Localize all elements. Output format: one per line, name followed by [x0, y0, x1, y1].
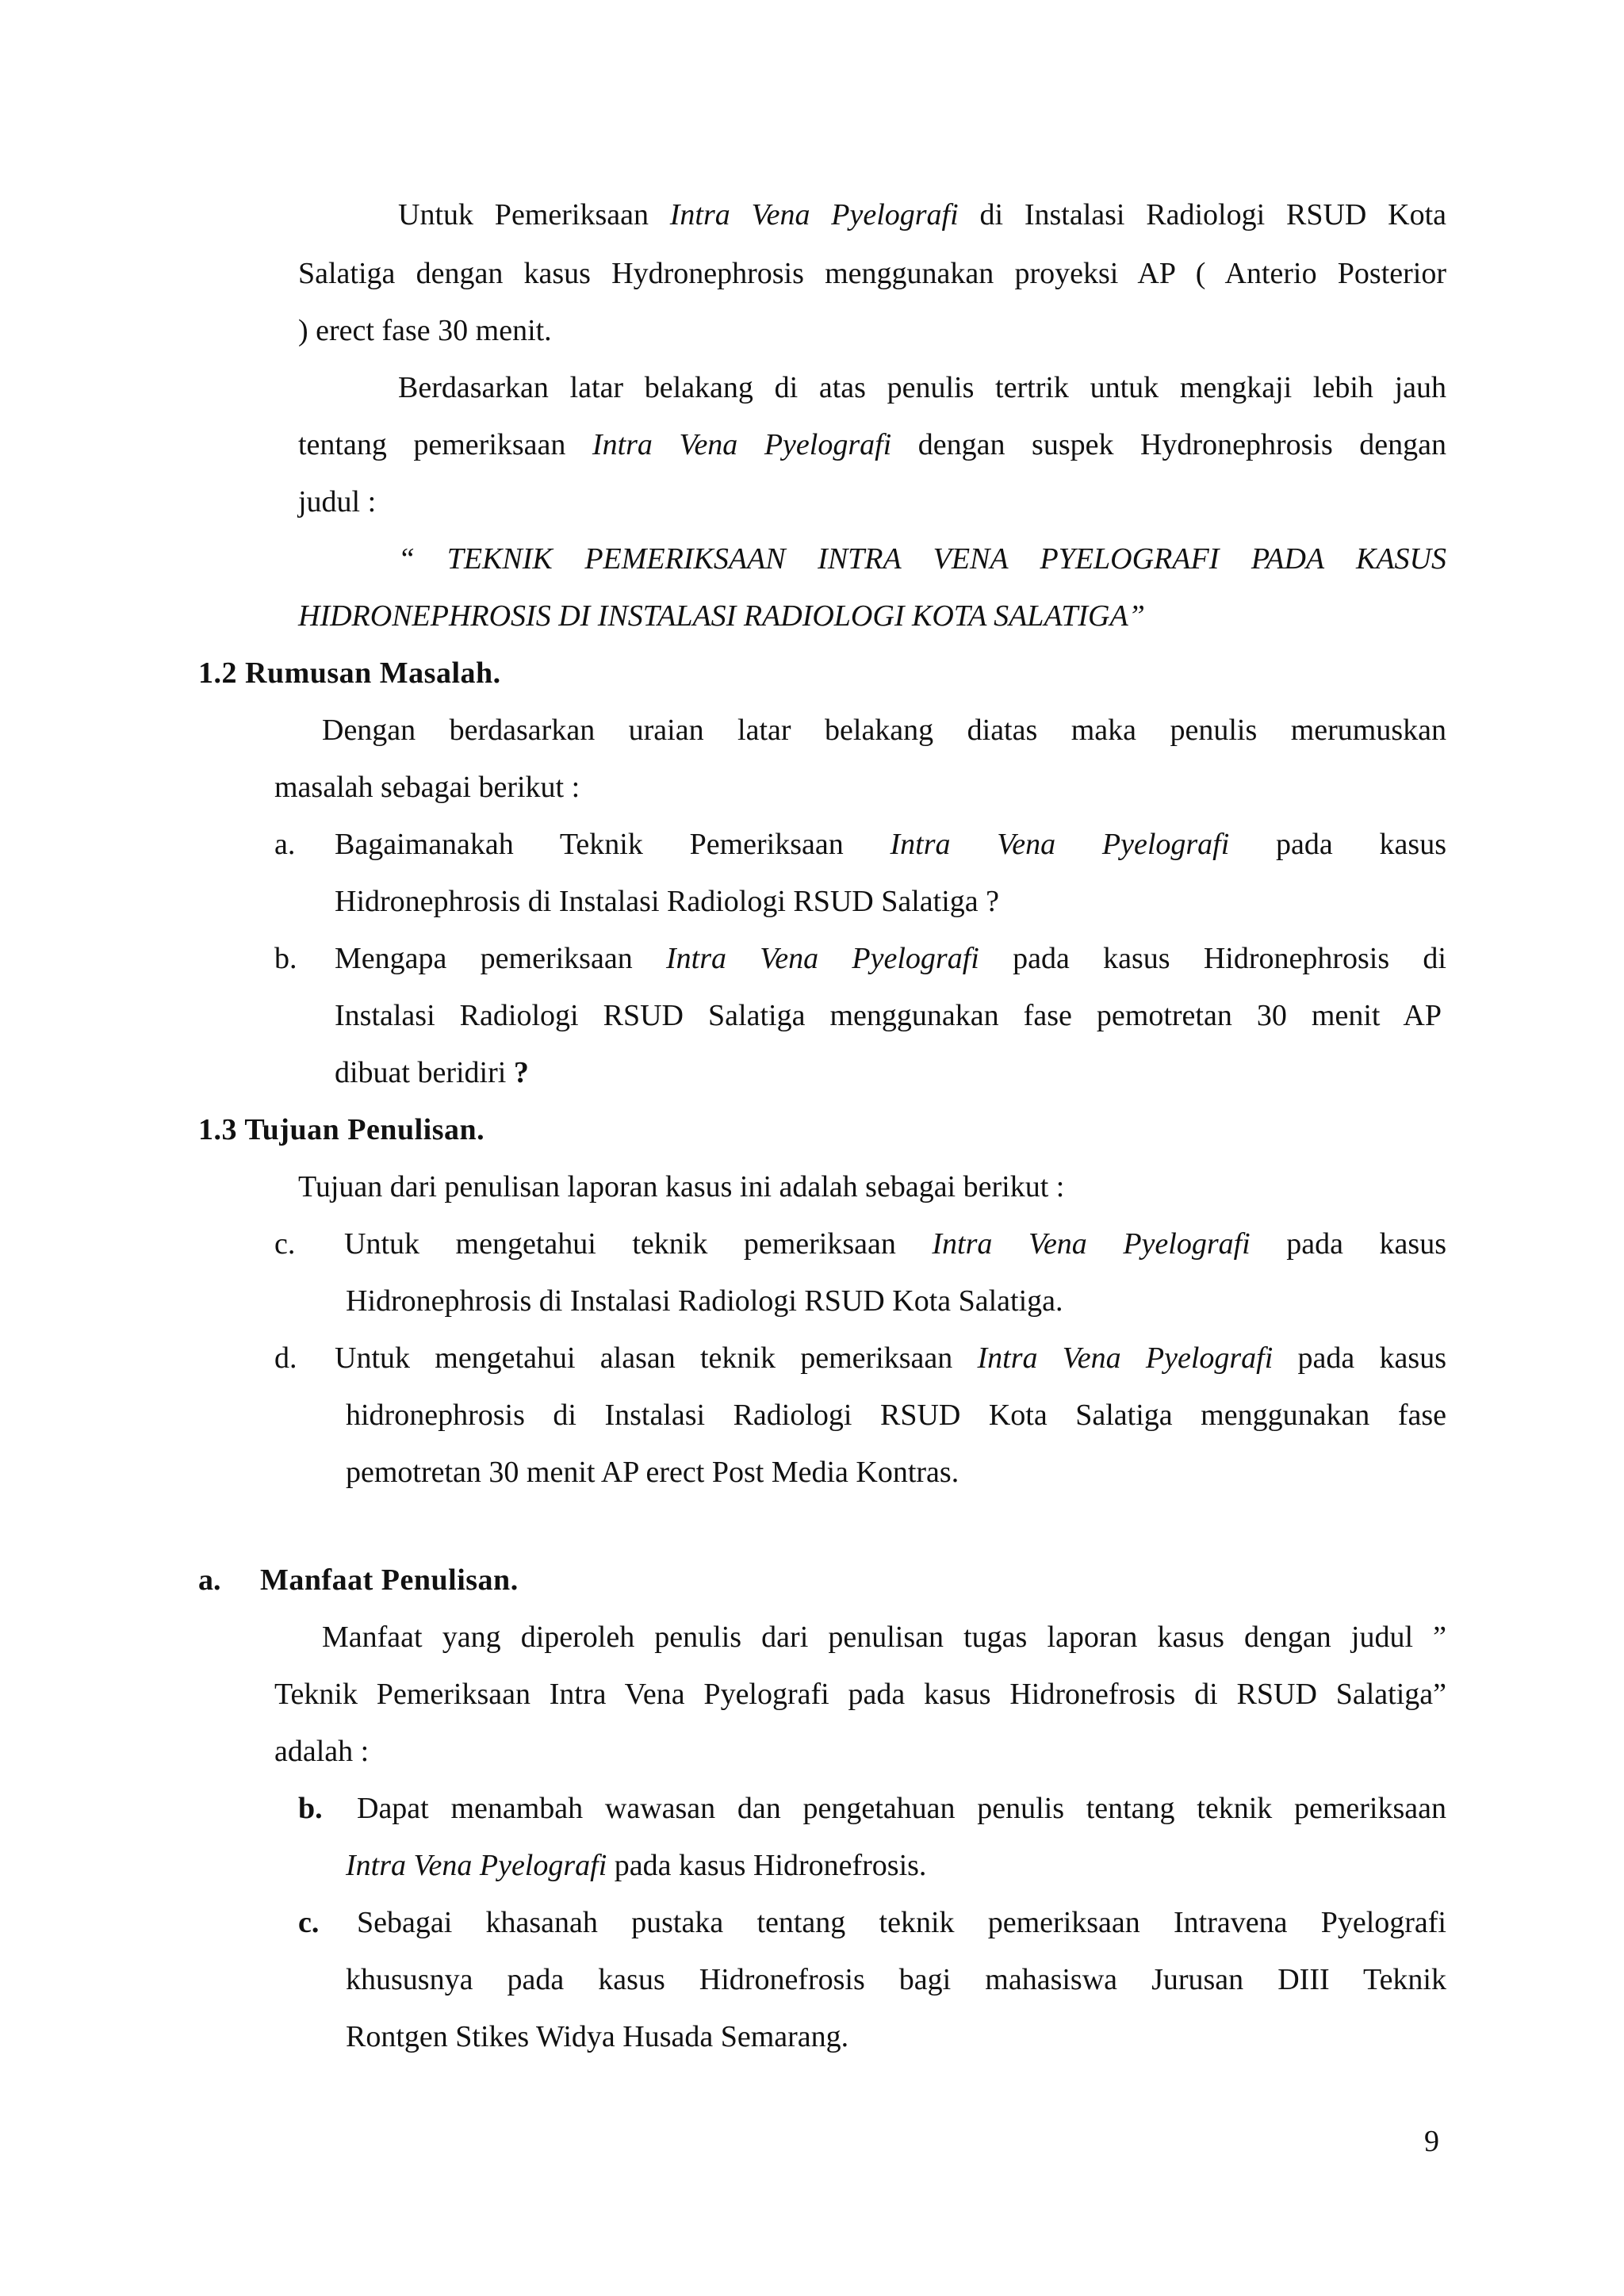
- italic-term: Intra Vena Pyelografi: [665, 942, 979, 975]
- list-marker: c.: [274, 1227, 296, 1261]
- list-marker: b.: [298, 1792, 323, 1825]
- section-heading-rumusan-masalah: 1.2 Rumusan Masalah.: [198, 656, 501, 690]
- manfaat-item-c-line3: Rontgen Stikes Widya Husada Semarang.: [346, 2020, 849, 2053]
- list-marker: b.: [274, 942, 297, 975]
- section-heading-manfaat-penulisan: Manfaat Penulisan.: [260, 1563, 519, 1597]
- manfaat-intro-line3: adalah :: [274, 1735, 370, 1768]
- list-marker: a.: [274, 828, 296, 861]
- page-number: 9: [1424, 2125, 1439, 2158]
- rumusan-item-a-line2: Hidronephrosis di Instalasi Radiologi RSUD Salatiga ?: [335, 885, 1000, 918]
- rumusan-intro-line2: masalah sebagai berikut :: [274, 771, 580, 804]
- manfaat-item-c-line1: Sebagai khasanah pustaka tentang teknik pemeriksaan Intravena Pyelografi: [357, 1906, 1446, 1939]
- text-run: pada kasus: [1229, 828, 1446, 861]
- text-run: dibuat beridiri: [335, 1056, 514, 1089]
- rumusan-item-b-line1: [335, 931, 1446, 987]
- text-run: pada kasus: [1250, 1227, 1446, 1261]
- text-run: pada kasus: [1273, 1341, 1446, 1375]
- rumusan-item-a-line1: [335, 817, 1446, 873]
- text-run: pada kasus Hidronefrosis.: [607, 1849, 927, 1882]
- italic-term: Intra Vena Pyelografi: [669, 198, 959, 232]
- intro-p1-line1: [398, 187, 1446, 243]
- rumusan-intro-line1: Dengan berdasarkan uraian latar belakang diatas maka penulis merumuskan: [322, 714, 1446, 747]
- section-heading-tujuan-penulisan: 1.3 Tujuan Penulisan.: [198, 1113, 485, 1146]
- tujuan-item-c-line1: [344, 1216, 1446, 1272]
- section-marker: a.: [198, 1563, 221, 1597]
- manfaat-intro-line1: Manfaat yang diperoleh penulis dari penulisan tugas laporan kasus dengan judul ”: [322, 1621, 1446, 1654]
- report-title-line1: “ TEKNIK PEMERIKSAAN INTRA VENA PYELOGRAFI PADA KASUS: [398, 542, 1446, 576]
- list-marker: d.: [274, 1341, 297, 1375]
- tujuan-item-d-line1: [335, 1330, 1446, 1387]
- tujuan-item-c-line2: Hidronephrosis di Instalasi Radiologi RSUD Kota Salatiga.: [346, 1284, 1063, 1318]
- intro-p2-line1: Berdasarkan latar belakang di atas penulis tertrik untuk mengkaji lebih jauh: [398, 371, 1446, 404]
- rumusan-item-b-line2: Instalasi Radiologi RSUD Salatiga menggunakan fase pemotretan 30 menit AP: [335, 999, 1442, 1032]
- intro-p1-line2: Salatiga dengan kasus Hydronephrosis menggunakan proyeksi AP ( Anterio Posterior: [298, 257, 1446, 290]
- text-run: Untuk mengetahui alasan teknik pemeriksaan: [335, 1341, 978, 1375]
- italic-term: Intra Vena Pyelografi: [890, 828, 1230, 861]
- text-run: tentang pemeriksaan: [298, 428, 592, 461]
- list-marker: c.: [298, 1906, 320, 1939]
- text-run: pada kasus Hidronephrosis di: [979, 942, 1446, 975]
- manfaat-intro-line2: Teknik Pemeriksaan Intra Vena Pyelografi pada kasus Hidronefrosis di RSUD Salatiga”: [274, 1678, 1446, 1711]
- italic-term: Intra Vena Pyelografi: [346, 1849, 607, 1882]
- intro-p2-line2: [298, 417, 1446, 473]
- intro-p1-line3: ) erect fase 30 menit.: [298, 314, 552, 347]
- question-mark: ?: [513, 1056, 529, 1089]
- intro-p2-line3: judul :: [298, 485, 377, 519]
- text-run: Untuk mengetahui teknik pemeriksaan: [344, 1227, 933, 1261]
- tujuan-item-d-line3: pemotretan 30 menit AP erect Post Media Kontras.: [346, 1456, 959, 1489]
- report-title-line2: HIDRONEPHROSIS DI INSTALASI RADIOLOGI KOTA SALATIGA”: [298, 599, 1145, 633]
- text-run: Bagaimanakah Teknik Pemeriksaan: [335, 828, 891, 861]
- italic-term: Intra Vena Pyelografi: [592, 428, 892, 461]
- text-run: dengan suspek Hydronephrosis dengan: [891, 428, 1446, 461]
- italic-term: Intra Vena Pyelografi: [977, 1341, 1274, 1375]
- italic-term: Intra Vena Pyelografi: [932, 1227, 1251, 1261]
- text-run: Untuk Pemeriksaan: [398, 198, 670, 232]
- manfaat-item-b-line2: [346, 1838, 926, 1894]
- text-run: di Instalasi Radiologi RSUD Kota: [958, 198, 1447, 232]
- manfaat-item-c-line2: khususnya pada kasus Hidronefrosis bagi mahasiswa Jurusan DIII Teknik: [346, 1963, 1446, 1996]
- text-run: Mengapa pemeriksaan: [335, 942, 666, 975]
- rumusan-item-b-line3: [335, 1045, 529, 1101]
- tujuan-item-d-line2: hidronephrosis di Instalasi Radiologi RSUD Kota Salatiga menggunakan fase: [346, 1399, 1446, 1432]
- manfaat-item-b-line1: Dapat menambah wawasan dan pengetahuan penulis tentang teknik pemeriksaan: [357, 1792, 1446, 1825]
- tujuan-intro: Tujuan dari penulisan laporan kasus ini adalah sebagai berikut :: [298, 1170, 1065, 1203]
